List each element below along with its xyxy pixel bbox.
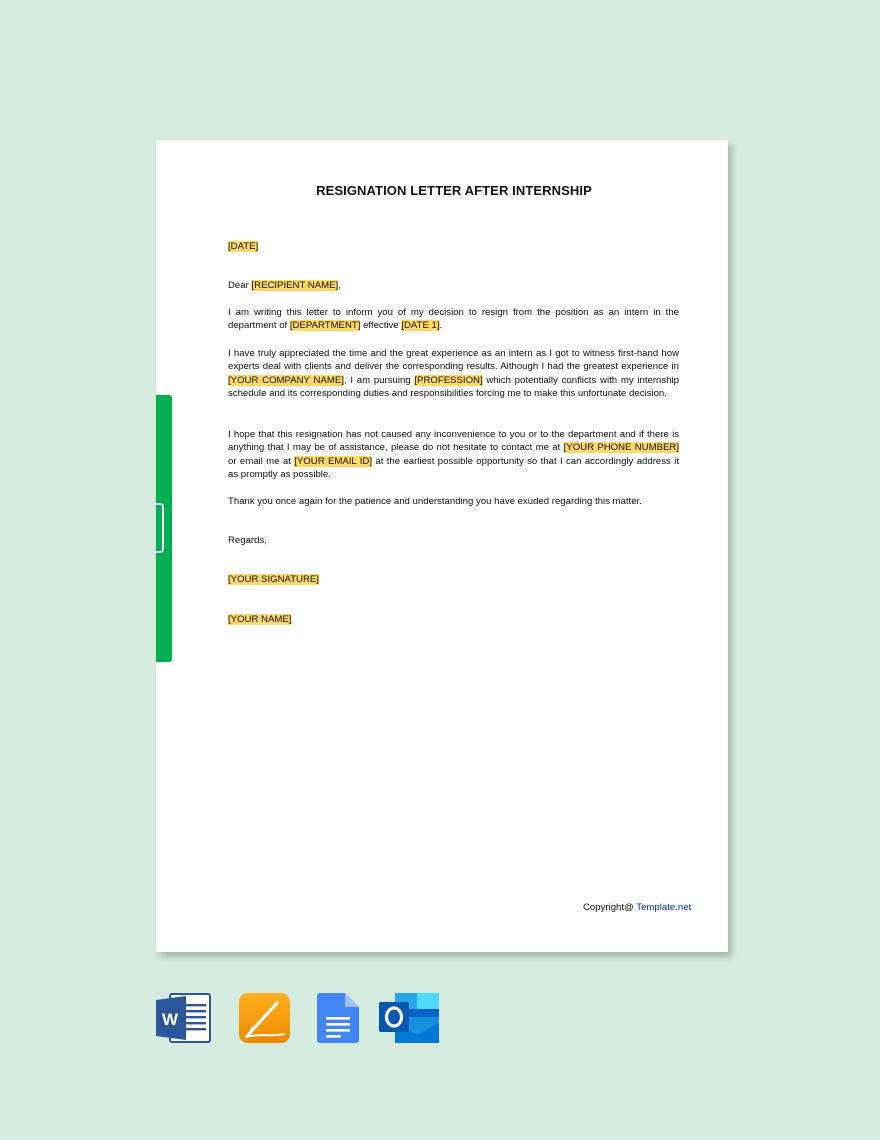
para1-text-b: effective <box>360 320 402 332</box>
outlook-icon[interactable] <box>379 993 439 1048</box>
recipient-placeholder: [RECIPIENT NAME] <box>251 280 339 291</box>
closing: Regards, <box>228 535 267 546</box>
department-placeholder: [DEPARTMENT] <box>289 320 361 332</box>
paragraph-3 <box>228 428 679 482</box>
signature-placeholder: [YOUR SIGNATURE] <box>228 574 319 585</box>
profession-placeholder: [PROFESSION] <box>414 374 483 386</box>
salutation-prefix: Dear <box>228 280 252 291</box>
email-placeholder: [YOUR EMAIL ID] <box>294 455 373 467</box>
paragraph-2 <box>228 347 679 401</box>
date-placeholder: [DATE] <box>228 241 259 252</box>
phone-placeholder: [YOUR PHONE NUMBER] <box>563 442 679 454</box>
google-docs-icon[interactable] <box>317 993 359 1048</box>
copyright-notice <box>583 902 691 913</box>
salutation-suffix: , <box>338 280 341 291</box>
para2-text-c: which potentially conflicts with my internship schedule and its corresponding duties and responsibilities forcing me to make this unfortunate decision. <box>228 374 679 400</box>
word-icon[interactable] <box>156 993 212 1048</box>
svg-text:W: W <box>161 1010 179 1029</box>
paragraph-4: Thank you once again for the patience and understanding you have exuded regarding this matter. <box>228 496 642 507</box>
para3-text-c: at the earliest possible opportunity so that I can accordingly address it as promptly as possible. <box>228 455 679 481</box>
letter-title: RESIGNATION LETTER AFTER INTERNSHIP <box>316 183 592 198</box>
side-tab-handle[interactable] <box>155 503 164 553</box>
para2-text-b: , I am pursuing <box>343 374 415 386</box>
para1-text-a: I am writing this letter to inform you of my decision to resign from the position as an intern in the department of <box>228 307 679 332</box>
copyright-site-link[interactable]: Template.net <box>636 902 692 913</box>
salutation <box>228 279 679 292</box>
signature-line <box>228 573 679 586</box>
para1-text-c: . <box>439 320 443 332</box>
para3-text-a: I hope that this resignation has not caused any inconvenience to you or to the department and if there is anything that I may be of assistance, please do not hesitate to contact me at <box>228 429 679 454</box>
para3-text-b: or email me at <box>228 455 295 467</box>
name-line <box>228 613 679 626</box>
date1-placeholder: [DATE 1] <box>401 320 440 332</box>
pages-icon[interactable] <box>239 993 290 1048</box>
para2-text-a: I have truly appreciated the time and the great experience as an intern as I got to witness first-hand how experts deal with clients and deliver the corresponding results. Although I had the greatest experience in <box>228 348 679 373</box>
name-placeholder: [YOUR NAME] <box>228 614 292 625</box>
company-placeholder: [YOUR COMPANY NAME] <box>228 374 344 386</box>
copyright-label: Copyright@ <box>583 902 637 913</box>
date-line <box>228 240 679 253</box>
paragraph-1 <box>228 306 679 333</box>
